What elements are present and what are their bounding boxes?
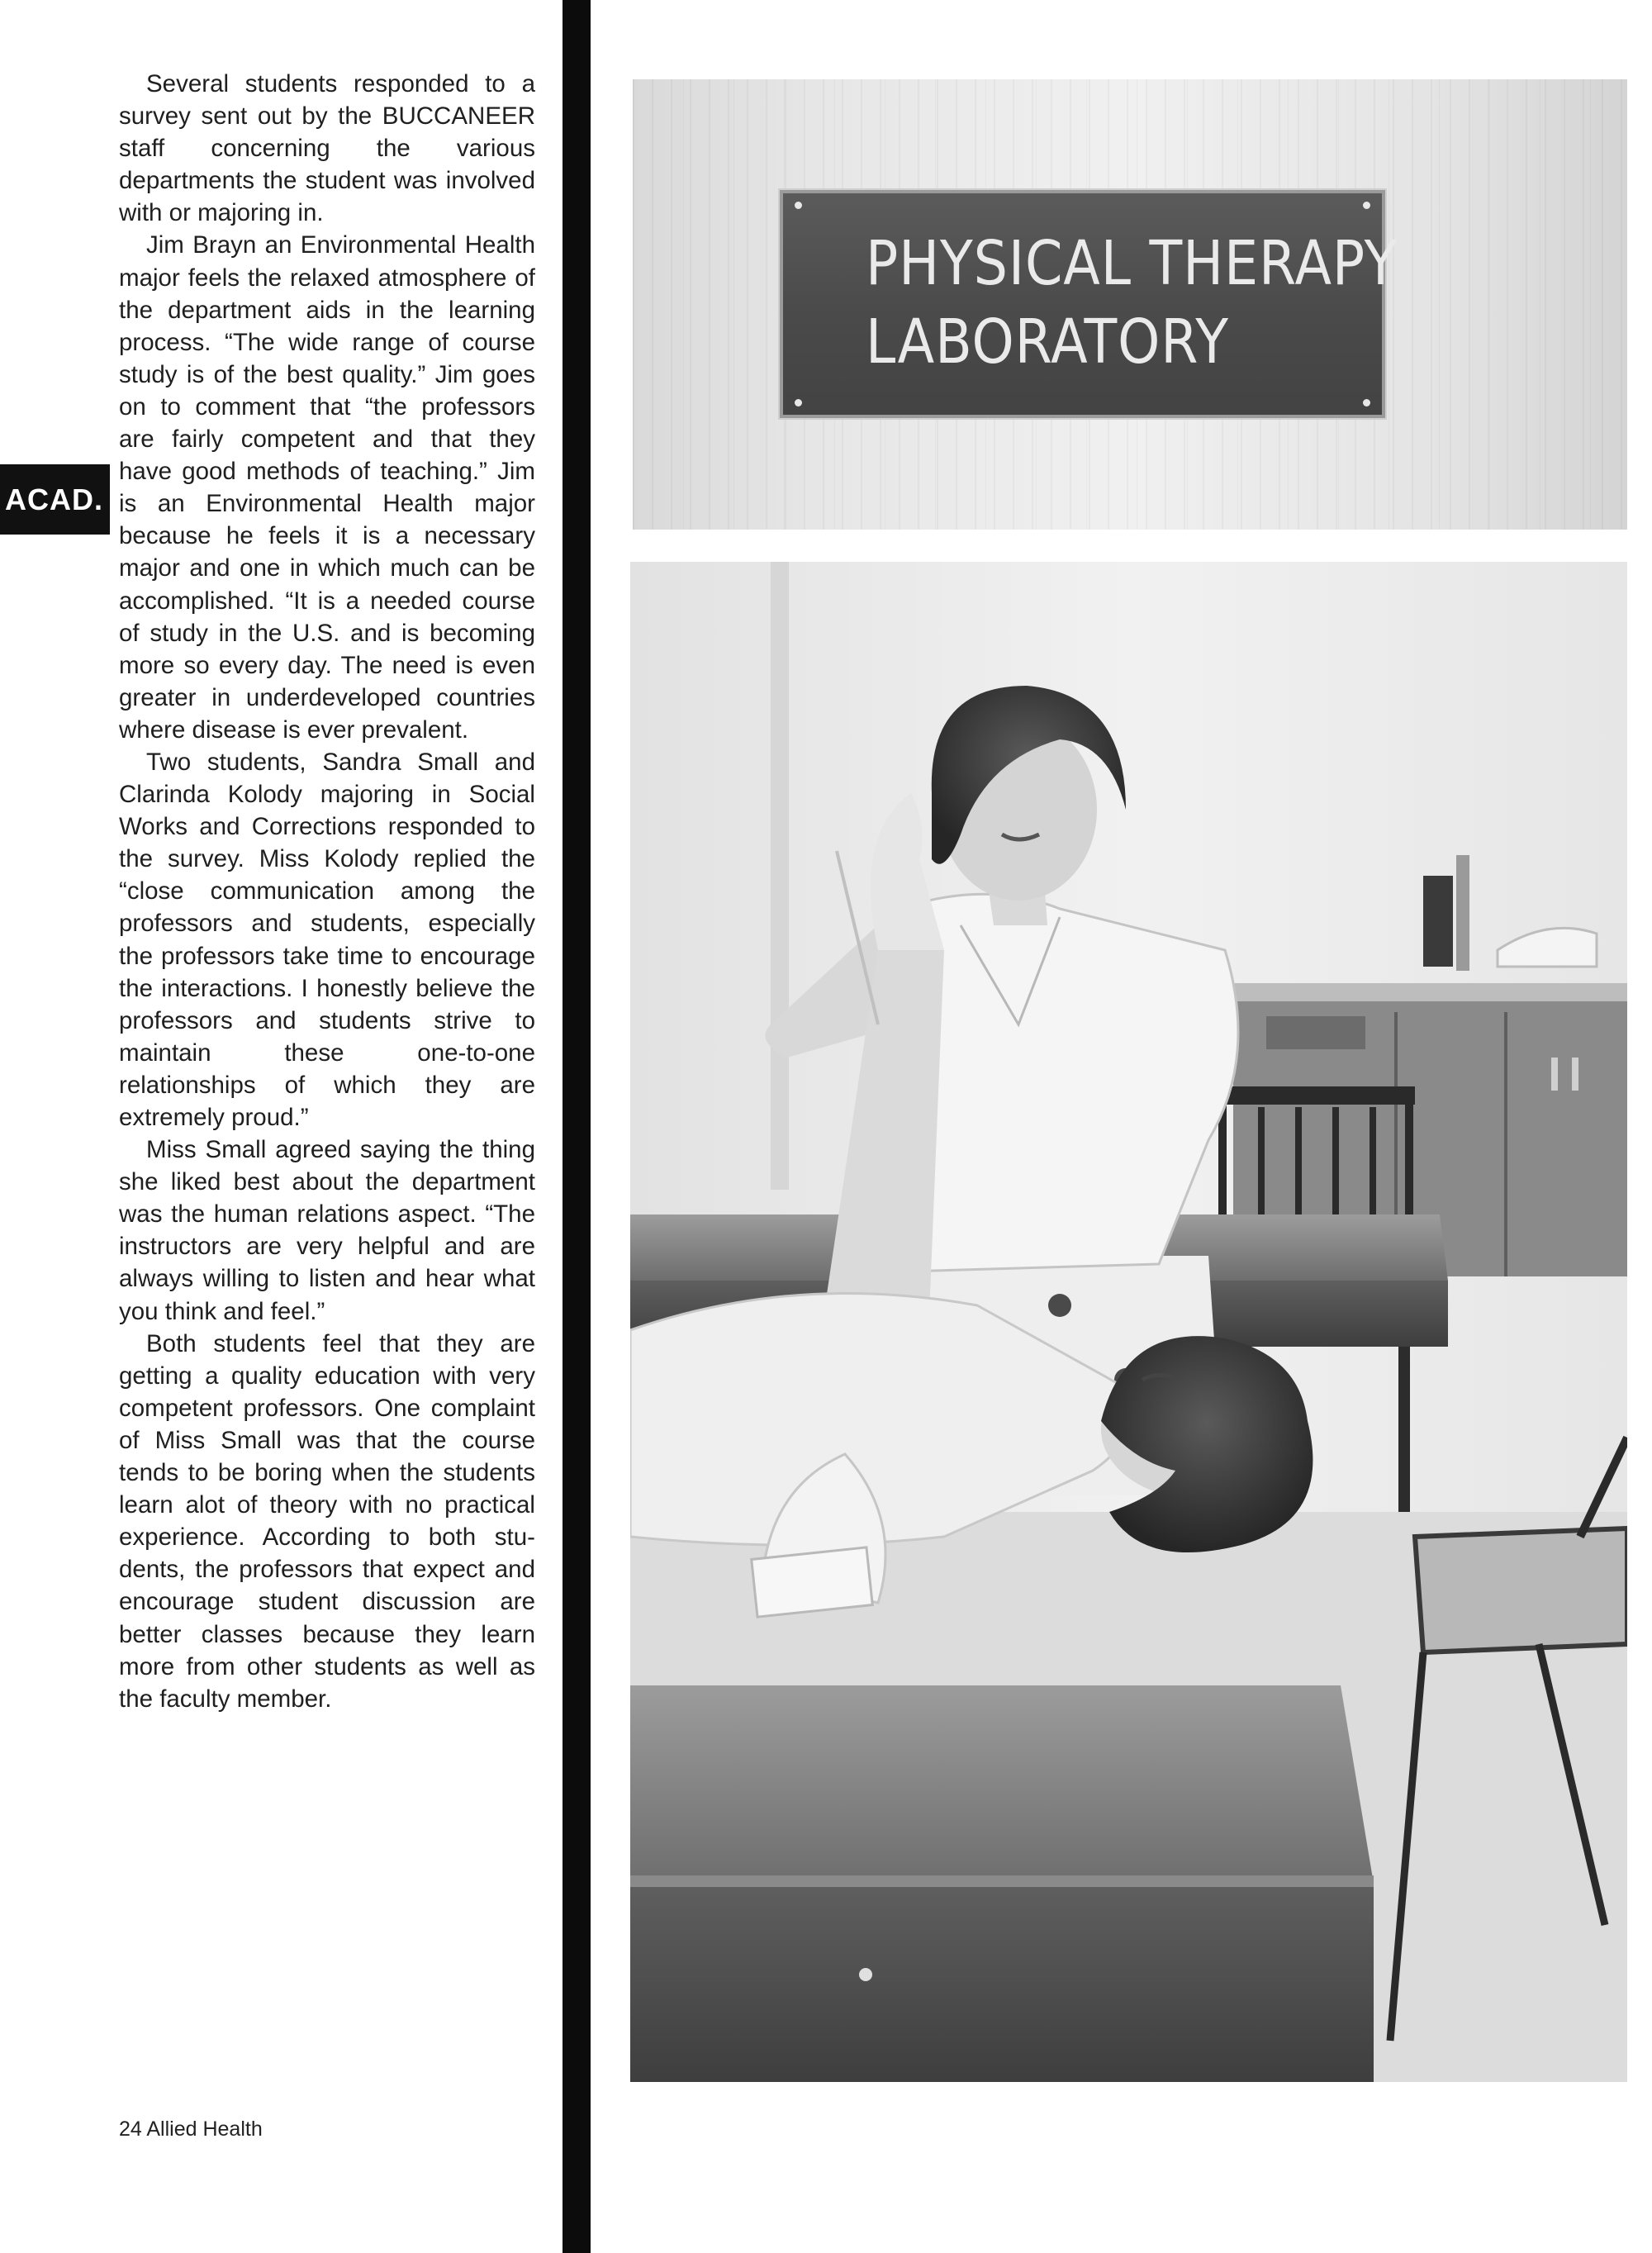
vertical-divider-bar (563, 0, 591, 2253)
screw-icon (1363, 399, 1370, 406)
screw-icon (1363, 202, 1370, 209)
article-paragraph-4: Miss Small agreed saying the thing she liked best about the department was the human relations aspect. “The instructors are very helpful and are always willing to listen and hear what you think and feel.” (119, 1136, 535, 1325)
sign-text-line-1: PHYSICAL THERAPY (866, 228, 1398, 299)
photo-therapy-session (630, 562, 1627, 2082)
scene-wall-post (771, 562, 789, 1190)
photo-door-sign (633, 79, 1627, 530)
screw-icon (795, 202, 802, 209)
scene-front-table (630, 1685, 1374, 1884)
article-paragraph-2: Jim Brayn an Environmental Health major feels the relaxed atmosphere of the department aids in the learning process. “The wide range of course study is of the best quality.” Jim goes on to comment that “the professors are fairly competent and that they have good methods of teaching.” Jim is an Environmental Health major because he feels it is a necessary major and one in which much can be accomplished. “It is a needed course of study in the U.S. and is becoming more so every day. The need is even greater in underdeveloped countries where disease is ever prevalent. (119, 231, 535, 744)
page-folio: 24 Allied Health (119, 2118, 263, 2141)
therapy-scene-illustration (630, 562, 1627, 2082)
article-paragraph-3: Two students, Sandra Small and Clarinda Kolody majoring in Social Works and Corrections responded to the survey. Miss Kolody replied the “close communication among the professors and students, especially the professors take time to encourage the interactions. I honestly believe the professors and students strive to maintain these one-to-one relationships of which they are extremely proud.” (119, 748, 535, 1131)
article-paragraph-1: Several students responded to a survey sent out by the BUCCANEER staff concerning the various departments the student was involved with or majoring in. (119, 70, 535, 227)
sign-text-line-2: LABORATORY (866, 307, 1229, 378)
article-paragraph-5: Both students feel that they are getting a quality education with very competent professors. One complaint of Miss Small was that the course tends to be boring when the students learn alot of theory with no practical experience. According to both students, the professors that expect and encourage student discussion are better classes because they learn more from other students as well as the faculty member. (119, 1329, 535, 1713)
article-body (119, 68, 535, 1715)
sign-plate (780, 190, 1398, 418)
section-tab-acad: ACAD. (0, 464, 110, 535)
scene-bottle (1423, 876, 1453, 967)
screw-icon (795, 399, 802, 406)
